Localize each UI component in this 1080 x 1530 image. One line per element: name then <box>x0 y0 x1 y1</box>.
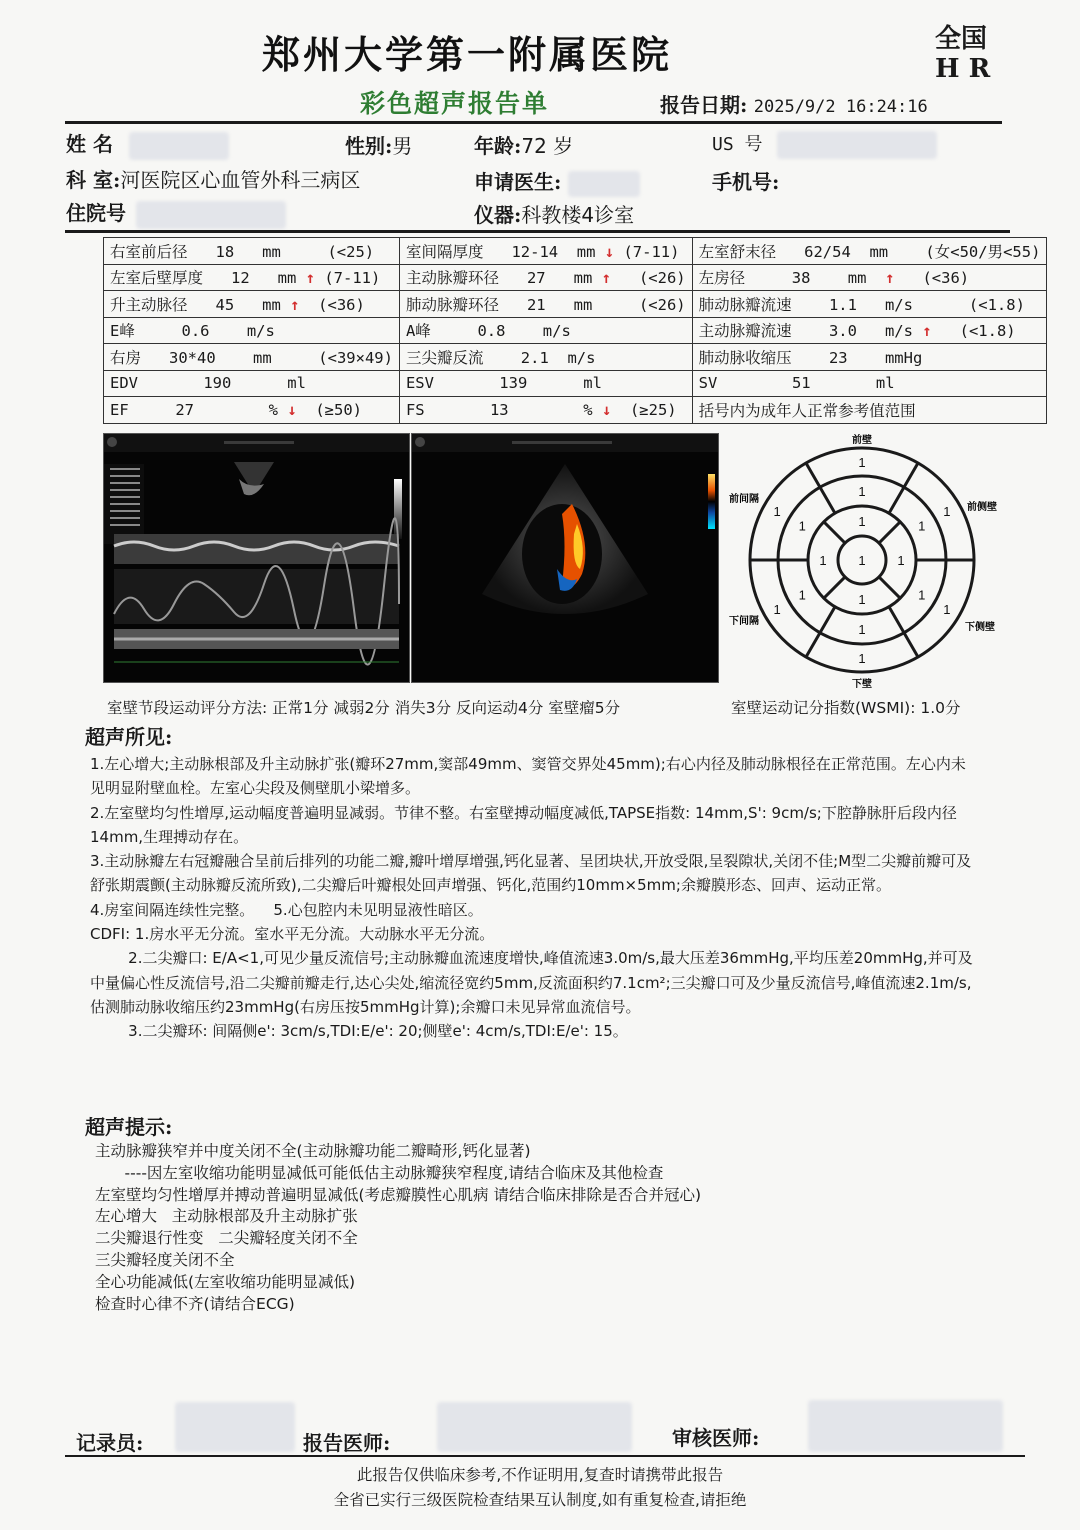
conclusion-line: ----因左室收缩功能明显减低可能低估主动脉瓣狭窄程度,请结合临床及其他检查 <box>95 1163 664 1182</box>
phone-label: 手机号: <box>712 170 780 194</box>
conclusion-line: 左心增大 主动脉根部及升主动脉扩张 <box>95 1207 358 1226</box>
measurement-cell: 三尖瓣反流 2.1 m/s <box>399 344 692 371</box>
bullseye-divider <box>904 463 918 487</box>
label-anterior: 前壁 <box>852 435 872 446</box>
redacted-us-number <box>777 131 937 159</box>
bullseye-divider <box>889 487 904 513</box>
footer-line1: 此报告仅供临床参考,不作证明用,复查时请携带此报告 <box>356 1466 724 1484</box>
finding-line: 4.房室间隔连续性完整。 5.心包腔内未见明显液性暗区。 <box>90 900 483 919</box>
measurement-cell: 升主动脉径 45 mm ↑ (<36) <box>104 291 400 318</box>
segment-score: 1 <box>798 587 806 603</box>
age-label: 年龄: <box>474 134 522 158</box>
segment-score: 1 <box>858 514 866 529</box>
doctor-field <box>474 166 640 197</box>
measurement-row <box>104 317 1047 344</box>
redacted-report-signature <box>437 1402 632 1452</box>
segment-score: 1 <box>858 455 866 470</box>
dept-label: 科 室: <box>66 168 121 192</box>
measurement-row <box>104 344 1047 371</box>
finding-line: 2.二尖瓣口: E/A<1,可见少量反流信号;主动脉瓣血流速度增快,峰值流速3.0m/s,最大压差36mmHg,平均压差20mmHg,并可及中量偏心性反流信号,沿二尖瓣前瓣走行,达心尖处,缩流径宽约5mm,反流面积约7.1cm²;三尖瓣口可及少量反流信号,峰值流速2.1m/s,估测肺动脉收缩压约23mmHg(右房压按5mmHg计算);余瓣口未见异常血流信号。 <box>90 949 973 1016</box>
findings-heading: 超声所见: <box>85 725 173 749</box>
us-field <box>712 130 937 159</box>
measurement-cell: ESV 139 ml <box>399 370 692 397</box>
bullseye-graphic <box>722 430 1002 690</box>
findings-body <box>90 752 980 1044</box>
measurement-cell: 肺动脉收缩压 23 mmHg <box>692 344 1047 371</box>
segment-score: 1 <box>798 518 806 534</box>
abnormal-arrow-icon: ↑ <box>601 269 611 288</box>
bullseye-divider <box>824 577 845 598</box>
wall-motion-bullseye <box>722 430 1002 690</box>
bullseye-divider <box>879 577 900 598</box>
abnormal-arrow-icon: ↑ <box>885 269 895 288</box>
label-anterolateral: 前侧壁 <box>967 502 997 513</box>
measurement-table <box>103 237 1047 424</box>
us-label: US 号 <box>712 134 763 155</box>
abnormal-arrow-icon: ↓ <box>604 242 615 261</box>
inpatient-label: 住院号 <box>66 201 126 225</box>
segment-score: 1 <box>897 553 905 568</box>
redacted-inpatient <box>136 201 286 229</box>
conclusion-body <box>95 1141 701 1315</box>
segment-score: 1 <box>943 602 951 617</box>
measurement-row <box>104 238 1047 265</box>
measurement-cell: 左室舒末径 62/54 mm (女<50/男<55) <box>692 238 1047 265</box>
report-date-value: 2025/9/2 16:24:16 <box>753 97 928 117</box>
segment-score: 1 <box>918 518 926 534</box>
report-title: 彩色超声报告单 <box>360 89 550 118</box>
measurement-cell: 肺动脉瓣流速 1.1 m/s (<1.8) <box>692 291 1047 318</box>
conclusion-line: 全心功能减低(左室收缩功能明显减低) <box>95 1272 356 1291</box>
national-mark <box>935 24 990 84</box>
segment-score: 1 <box>773 602 781 617</box>
measurement-cell: 主动脉瓣环径 27 mm ↑ (<26) <box>399 264 692 291</box>
finding-line: 1.左心增大;主动脉根部及升主动脉扩张(瓣环27mm,窦部49mm、窦管交界处45mm);右心内径及肺动脉根径在正常范围。左心内未见明显附壁血栓。左室心尖段及侧壁肌小梁增多。 <box>90 755 966 798</box>
bullseye-divider <box>806 633 820 657</box>
abnormal-arrow-icon: ↓ <box>287 400 297 419</box>
gender-field <box>345 130 412 159</box>
dept-value: 河医院区心血管外科三病区 <box>120 168 361 192</box>
measurement-cell: A峰 0.8 m/s <box>399 317 692 344</box>
segment-score: 1 <box>858 592 866 607</box>
measurement-cell: EDV 190 ml <box>104 370 400 397</box>
measurement-row <box>104 264 1047 291</box>
abnormal-arrow-icon: ↑ <box>922 322 932 341</box>
measurement-cell: 主动脉瓣流速 3.0 m/s ↑ (<1.8) <box>692 317 1047 344</box>
age-field <box>474 130 573 159</box>
measurement-cell: 括号内为成年人正常参考值范围 <box>692 397 1047 424</box>
finding-line: 2.左室壁均匀性增厚,运动幅度普遍明显减弱。节律不整。右室壁搏动幅度减低,TAPSE指数: 14mm,S': 9cm/s;下腔静脉肝后段内径14mm,生理搏动存在。 <box>90 803 957 846</box>
measurement-cell: 右房 30*40 mm (<39×49) <box>104 344 400 371</box>
national-mark-line2: H R <box>935 54 991 84</box>
finding-line: 3.二尖瓣环: 间隔侧e': 3cm/s,TDI:E/e': 20;侧壁e': 4cm/s,TDI:E/e': 15。 <box>90 1022 628 1041</box>
bullseye-divider <box>820 487 835 513</box>
measurement-cell: EF 27 % ↓ (≥50) <box>104 397 400 424</box>
measurement-cell: 肺动脉瓣环径 21 mm (<26) <box>399 291 692 318</box>
doctor-label: 申请医生: <box>474 170 562 194</box>
abnormal-arrow-icon: ↑ <box>305 269 315 288</box>
gender-value: 男 <box>392 134 413 158</box>
label-inferolateral: 下侧壁 <box>965 622 995 633</box>
label-inferior: 下壁 <box>852 679 872 690</box>
measurement-cell: 左室后壁厚度 12 mm ↑ (7-11) <box>104 264 400 291</box>
redacted-name <box>129 132 229 160</box>
name-row <box>66 128 229 160</box>
echo-doppler-image <box>411 433 719 683</box>
hospital-name: 郑州大学第一附属医院 <box>262 32 673 77</box>
conclusion-line: 三尖瓣轻度关闭不全 <box>95 1250 235 1269</box>
gender-label: 性别: <box>345 134 393 158</box>
report-date <box>660 89 928 118</box>
measurement-row <box>104 397 1047 424</box>
bullseye-divider <box>889 607 904 633</box>
footer-rule <box>65 1455 1025 1457</box>
segment-score: 1 <box>819 553 827 568</box>
header-rule <box>65 121 1002 124</box>
measurement-cell: E峰 0.6 m/s <box>104 317 400 344</box>
measurement-cell: 室间隔厚度 12-14 mm ↓ (7-11) <box>399 238 692 265</box>
segment-score: 1 <box>918 587 926 603</box>
segment-score: 1 <box>773 504 781 519</box>
echo-mmode-image <box>103 433 410 683</box>
recorder-label: 记录员: <box>76 1431 144 1455</box>
national-mark-line1: 全国 <box>935 24 988 54</box>
conclusion-line: 二尖瓣退行性变 二尖瓣轻度关闭不全 <box>95 1229 358 1248</box>
label-inferoseptal: 下间隔 <box>729 616 759 627</box>
doppler-graphic <box>412 434 718 682</box>
redacted-review-signature <box>808 1400 1003 1452</box>
bullseye-divider <box>820 607 835 633</box>
conclusion-line: 左室壁均匀性增厚并搏动普遍明显减低(考虑瓣膜性心肌病 请结合临床排除是否合并冠心) <box>95 1185 702 1204</box>
measurement-row <box>104 291 1047 318</box>
review-doctor-label: 审核医师: <box>672 1426 760 1450</box>
finding-line: 3.主动脉瓣左右冠瓣融合呈前后排列的功能二瓣,瓣叶增厚增强,钙化显著、呈团块状,开放受限,呈裂隙状,关闭不佳;M型二尖瓣前瓣可及舒张期震颤(主动脉瓣反流所致),二尖瓣后叶瓣根处回声增强、钙化,范围约10mm×5mm;余瓣膜形态、回声、运动正常。 <box>90 852 972 895</box>
instrument-value: 科教楼4诊室 <box>521 203 635 227</box>
bullseye-divider <box>879 522 900 543</box>
conclusion-heading: 超声提示: <box>85 1115 173 1139</box>
measurement-cell: SV 51 ml <box>692 370 1047 397</box>
bullseye-divider <box>904 633 918 657</box>
segment-score: 1 <box>858 484 866 499</box>
redacted-recorder-signature <box>175 1402 295 1452</box>
phone-field <box>712 166 779 195</box>
abnormal-arrow-icon: ↑ <box>290 295 300 314</box>
wsmi-score: 室壁运动记分指数(WSMI): 1.0分 <box>731 699 961 717</box>
inpatient-field <box>66 197 286 229</box>
measurement-cell: 右室前后径 18 mm (<25) <box>104 238 400 265</box>
finding-line: CDFI: 1.房水平无分流。室水平无分流。大动脉水平无分流。 <box>90 925 495 944</box>
measurement-row <box>104 370 1047 397</box>
conclusion-line: 检查时心律不齐(请结合ECG) <box>95 1294 295 1313</box>
report-date-label: 报告日期: <box>660 93 748 117</box>
instrument-label: 仪器: <box>474 203 522 227</box>
segment-score: 1 <box>858 622 866 637</box>
report-doctor-label: 报告医师: <box>303 1431 391 1455</box>
scoring-legend: 室壁节段运动评分方法: 正常1分 减弱2分 消失3分 反向运动4分 室壁瘤5分 <box>107 699 621 717</box>
conclusion-line: 主动脉瓣狭窄并中度关闭不全(主动脉瓣功能二瓣畸形,钙化显著) <box>95 1142 531 1160</box>
redacted-doctor <box>568 171 640 197</box>
instrument-field <box>474 199 634 228</box>
segment-score: 1 <box>858 651 866 666</box>
dept-field <box>66 164 360 193</box>
bullseye-divider <box>824 522 845 543</box>
segment-score: 1 <box>943 504 951 519</box>
segment-score: 1 <box>858 553 866 568</box>
name-label: 姓 名 <box>66 132 113 156</box>
bullseye-divider <box>806 463 820 487</box>
mmode-graphic <box>104 434 409 682</box>
measurement-cell: 左房径 38 mm ↑ (<36) <box>692 264 1047 291</box>
info-rule <box>65 230 1010 233</box>
age-value: 72 岁 <box>521 134 574 158</box>
measurement-cell: FS 13 % ↓ (≥25) <box>399 397 692 424</box>
footer-line2: 全省已实行三级医院检查结果互认制度,如有重复检查,请拒绝 <box>333 1491 747 1509</box>
label-anteroseptal: 前间隔 <box>729 494 759 505</box>
abnormal-arrow-icon: ↓ <box>601 400 612 419</box>
